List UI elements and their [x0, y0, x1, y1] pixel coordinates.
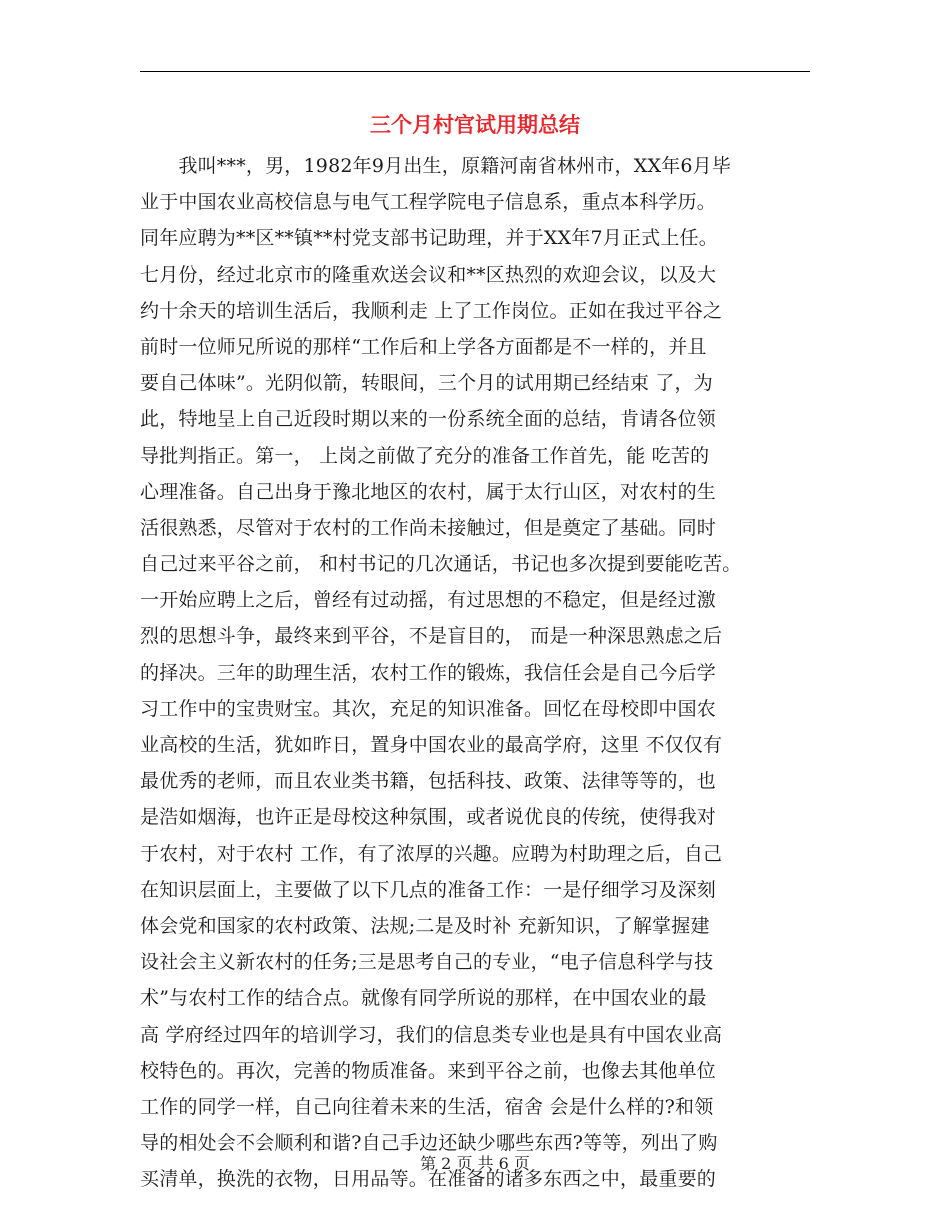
- body-line: 一开始应聘上之后，曾经有过动摇，有过思想的不稳定，但是经过激: [140, 589, 717, 612]
- body-line: 约十余天的培训生活后，我顺利走 上了工作岗位。正如在我过平谷之: [140, 299, 723, 322]
- body-line: 于农村，对于农村 工作，有了浓厚的兴趣。应聘为村助理之后，自己: [140, 842, 723, 865]
- body-line: 体会党和国家的农村政策、法规;二是及时补 充新知识，了解掌握建: [140, 914, 710, 937]
- body-line: 心理准备。自己出身于豫北地区的农村，属于太行山区，对农村的生: [140, 480, 717, 503]
- page-number-footer: 第 2 页 共 6 页: [420, 1154, 530, 1173]
- body-line: 烈的思想斗争，最终来到平谷，不是盲目的， 而是一种深思熟虑之后: [140, 625, 723, 648]
- body-line: 此，特地呈上自己近段时期以来的一份系统全面的总结，肯请各位领: [140, 408, 717, 431]
- body-line: 要自己体味”。光阴似箭，转眼间，三个月的试用期已经结束 了，为: [140, 372, 713, 395]
- body-line: 业于中国农业高校信息与电气工程学院电子信息系，重点本科学历。: [140, 191, 717, 214]
- body-line: 业高校的生活，犹如昨日，置身中国农业的最高学府，这里 不仅仅有: [140, 734, 723, 756]
- body-line: 习工作中的宝贵财宝。其次，充足的知识准备。回忆在母校即中国农: [140, 697, 717, 720]
- body-line: 我叫***，男，1982年9月出生，原籍河南省林州市，XX年6月毕: [140, 155, 732, 177]
- body-line: 校特色的。再次，完善的物质准备。来到平谷之前，也像去其他单位: [140, 1059, 717, 1082]
- body-line: 活很熟悉，尽管对于农村的工作尚未接触过，但是奠定了基础。同时: [140, 516, 717, 539]
- body-line: 前时一位师兄所说的那样“工作后和上学各方面都是不一样的，并且: [140, 335, 707, 358]
- body-line: 术”与农村工作的结合点。就像有同学所说的那样，在中国农业的最: [140, 987, 707, 1010]
- body-line: 自己过来平谷之前， 和村书记的几次通话，书记也多次提到要能吃苦。: [140, 553, 742, 576]
- body-line: 的择决。三年的助理生活，农村工作的锻炼，我信任会是自己今后学: [140, 661, 717, 684]
- body-line: 导批判指正。第一， 上岗之前做了充分的准备工作首先，能 吃苦的: [140, 444, 710, 467]
- body-line: 高 学府经过四年的培训学习，我们的信息类专业也是具有中国农业高: [140, 1023, 723, 1046]
- body-line: 在知识层面上，主要做了以下几点的准备工作：一是仔细学习及深刻: [140, 878, 717, 901]
- body-line: 买清单，换洗的衣物，日用品等。在准备的诸多东西之中，最重要的: [140, 1168, 717, 1191]
- document-title: 三个月村官试用期总结: [370, 113, 580, 137]
- body-line: 设社会主义新农村的任务;三是思考自己的专业，“电子信息科学与技: [140, 951, 714, 974]
- document-body: [140, 148, 814, 1197]
- body-line: 同年应聘为**区**镇**村党支部书记助理，并于XX年7月正式上任。: [140, 227, 718, 250]
- body-line: 七月份，经过北京市的隆重欢送会议和**区热烈的欢迎会议，以及大: [140, 263, 717, 286]
- body-line: 最优秀的老师，而且农业类书籍，包括科技、政策、法律等等的，也: [140, 770, 717, 793]
- body-line: 导的相处会不会顺利和谐?自己手边还缺少哪些东西?等等，列出了购: [140, 1132, 718, 1155]
- body-line: 工作的同学一样，自己向往着未来的生活，宿舍 会是什么样的?和领: [140, 1095, 714, 1118]
- header-rule: [140, 71, 810, 72]
- body-line: 是浩如烟海，也许正是母校这种氛围，或者说优良的传统，使得我对: [140, 806, 717, 829]
